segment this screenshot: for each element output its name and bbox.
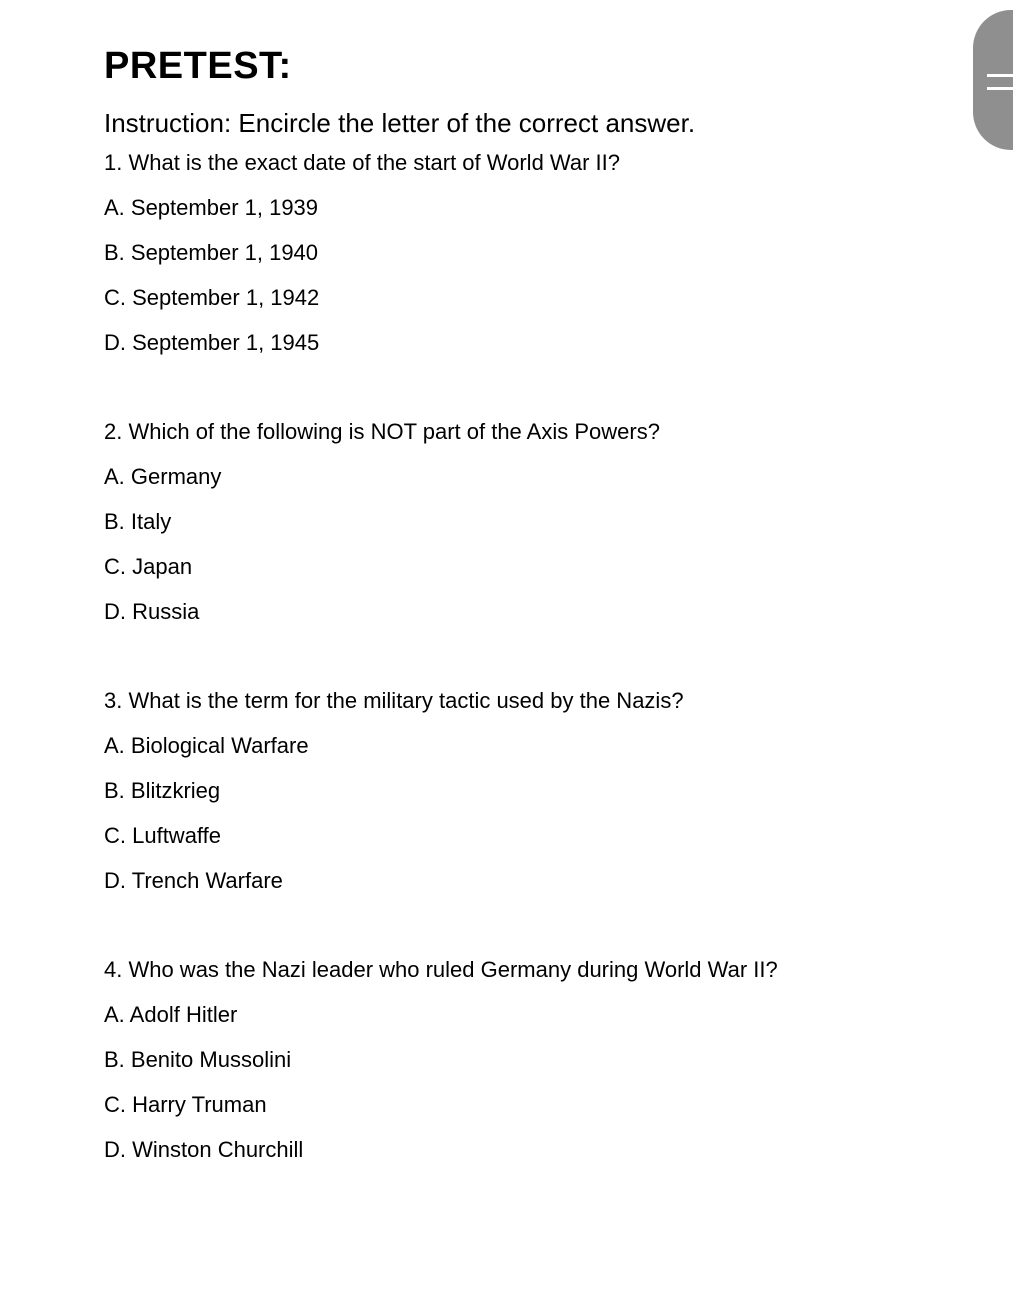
question-spacer [104, 634, 964, 678]
choice-c: C. Harry Truman [104, 1092, 267, 1117]
question-spacer [104, 365, 964, 409]
choice-a: A. Germany [104, 464, 222, 489]
question-text: 1. What is the exact date of the start of World War II? [104, 150, 621, 175]
choice-b: B. Blitzkrieg [104, 778, 221, 803]
question-text: 4. Who was the Nazi leader who ruled Germany during World War II? [104, 957, 778, 982]
choice-d: D. September 1, 1945 [104, 330, 320, 355]
question-2 [104, 409, 964, 634]
question-1 [104, 140, 964, 365]
choice-b: B. September 1, 1940 [104, 240, 319, 265]
question-3 [104, 678, 964, 903]
choice-a: A. Adolf Hitler [104, 1002, 238, 1027]
choice-c: C. Japan [104, 554, 193, 579]
question-text: 3. What is the term for the military tactic used by the Nazis? [104, 688, 684, 713]
choice-c: C. Luftwaffe [104, 823, 221, 848]
choice-a: A. September 1, 1939 [104, 195, 319, 220]
question-spacer [104, 903, 964, 947]
choice-d: D. Winston Churchill [104, 1137, 304, 1162]
instruction-text: Instruction: Encircle the letter of the correct answer. [104, 108, 696, 138]
choice-a: A. Biological Warfare [104, 733, 309, 758]
question-4 [104, 947, 964, 1172]
question-text: 2. Which of the following is NOT part of the Axis Powers? [104, 419, 660, 444]
side-menu-tab[interactable] [973, 10, 1013, 150]
choice-d: D. Trench Warfare [104, 868, 283, 893]
choice-b: B. Benito Mussolini [104, 1047, 292, 1072]
choice-b: B. Italy [104, 509, 172, 534]
choice-c: C. September 1, 1942 [104, 285, 320, 310]
choice-d: D. Russia [104, 599, 200, 624]
page-title: PRETEST: [104, 45, 292, 87]
pretest-document [104, 42, 964, 1172]
